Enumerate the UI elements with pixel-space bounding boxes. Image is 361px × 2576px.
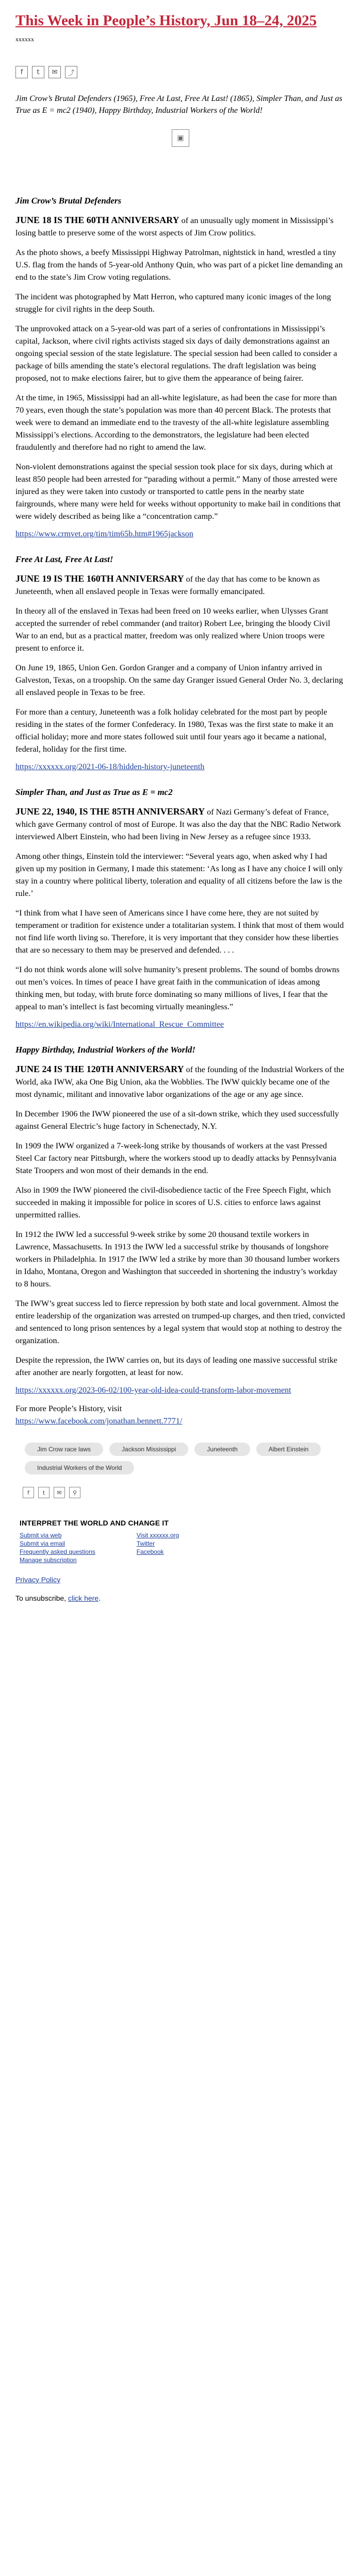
footer-links <box>20 1531 346 1564</box>
unsubscribe-line <box>15 1593 346 1603</box>
facebook-link[interactable]: https://www.facebook.com/jonathan.bennett.7771/ <box>15 1417 183 1426</box>
newsletter <box>15 0 346 1603</box>
unsubscribe-end: . <box>99 1594 101 1602</box>
unsubscribe-link[interactable]: click here <box>68 1594 99 1602</box>
article-heading: Happy Birthday, Industrial Workers of the World! <box>15 1045 196 1055</box>
article-paragraph: The IWW’s great success led to fierce repression by both state and local government. Almost the entire leadership of the organization was arrested on trumped-up charges, and then tried, convicted and sentenced to long prison sentences by a legal system that would stop at nothing to destroy the organization. <box>15 1299 346 1345</box>
legal-footer <box>15 1574 346 1603</box>
tag-juneteenth[interactable]: Juneteenth <box>194 1443 250 1456</box>
facebook-icon[interactable]: f <box>15 66 28 78</box>
faq-link[interactable]: Frequently asked questions <box>20 1548 95 1555</box>
tag-albert-einstein[interactable]: Albert Einstein <box>256 1443 321 1456</box>
article-paragraph: For more than a century, Juneteenth was a folk holiday celebrated for the most part by people residing in the states of the former Confederacy. In 1980, Texas was the first state to make it an official holiday; more and more states followed suit until four years ago it became a national, federal, holiday for the first time. <box>15 707 334 754</box>
unsubscribe-text: To unsubscribe, <box>15 1594 68 1602</box>
article-paragraph: The unprovoked attack on a 5-year-old was part of a series of confrontations in Mississippi’s capital, Jackson, where civil rights activists staged six days of daily demonstrations against an ongoing special session of the state legislature. The special session had been called to consider a package of bills amending the state’s electoral regulations. The draft legislation was being proposed, not to make elections fairer, but to give them the appearance of being fairer. <box>15 324 337 383</box>
article-juneteenth <box>15 553 346 772</box>
article-paragraph: Also in 1909 the IWW pioneered the civil-disobedience tactic of the Free Speech Fight, which succeeded in making it impossible for police in scores of U.S. cities to enforce laws against unpermitted rallies. <box>15 1185 331 1219</box>
more-history-text: For more People’s History, visit <box>15 1404 122 1413</box>
tag-jim-crow[interactable]: Jim Crow race laws <box>25 1443 103 1456</box>
lead-date: JUNE 24 IS THE 120TH ANNIVERSARY <box>15 1064 184 1074</box>
footer-column-submit <box>20 1531 95 1564</box>
article-einstein <box>15 786 346 1029</box>
article-paragraph: In 1912 the IWW led a successful 9-week strike by some 20 thousand textile workers in Lawrence, Massachusetts. In 1913 the IWW led a successful strike by thousands of longshore workers in Philadelphia. In 1917 the IWW led a strike by more than 30 thousand lumber workers in Idaho, Montana, Oregon and Washington that succeeded in shortening the industry’s workday to 8 hours. <box>15 1230 340 1289</box>
article-lead <box>15 1063 346 1100</box>
manage-subscription-link[interactable]: Manage subscription <box>20 1556 77 1564</box>
article-paragraph: As the photo shows, a beefy Mississippi Highway Patrolman, nightstick in hand, wrestled a tiny U.S. flag from the hands of 5-year-old Anthony Quin, who was part of a picket line demanding an end to the state’s Jim Crow voting regulations. <box>15 248 343 282</box>
twitter-icon[interactable]: t <box>38 1487 50 1498</box>
article-heading: Free At Last, Free At Last! <box>15 554 113 564</box>
article-paragraph: “I do not think words alone will solve humanity’s present problems. The sound of bombs drowns out men’s voices. In times of peace I have great faith in the communication of ideas among thinking men, but today, with brute force dominating so many millions of lives, I fear that the appeal to man’s intellect is fast becoming virtually meaningless.” <box>15 965 340 1011</box>
lead-text: of an unusually ugly moment in Mississippi’s losing battle to preserve some of the worst aspects of Jim Crow politics. <box>15 216 334 238</box>
article-heading: Simpler Than, and Just as True as E = mc2 <box>15 787 173 797</box>
visit-site-link[interactable]: Visit xxxxxx.org <box>136 1532 179 1539</box>
twitter-icon[interactable]: t <box>32 66 44 78</box>
page-title[interactable]: This Week in People’s History, Jun 18–24, 2025 <box>15 12 317 29</box>
article-paragraph: Despite the repression, the IWW carries on, but its days of leading one massive successful strike after another are nearly forgotten, at least for now. <box>15 1355 338 1377</box>
footer-column-visit <box>137 1531 179 1564</box>
tag-iww[interactable]: Industrial Workers of the World <box>25 1461 134 1475</box>
social-bar <box>23 1487 346 1498</box>
article-lead <box>15 214 346 239</box>
image-placeholder-icon: ▣ <box>172 129 189 147</box>
twitter-link[interactable]: Twitter <box>136 1540 155 1547</box>
article-paragraph: The incident was photographed by Matt Herron, who captured many iconic images of the long struggle for civil rights in the deep South. <box>15 292 331 314</box>
email-icon[interactable]: ✉ <box>48 66 61 78</box>
hero-image <box>170 128 191 148</box>
article-paragraph: In December 1906 the IWW pioneered the use of a sit-down strike, which they used successfully against General Electric’s huge factory in Schenectady, N.Y. <box>15 1109 339 1131</box>
lead-text: of the founding of the Industrial Workers of the World, aka IWW, aka One Big Union, aka the Wobblies. The IWW quickly became one of the most dynamic, militant and innovative labor organizations of the age or any age since. <box>15 1065 344 1099</box>
article-paragraph: In 1909 the IWW organized a 7-week-long strike by thousands of workers at the vast Pressed Steel Car factory near Pittsburgh, where the workers stood up to deadly attacks by Pennsylvania State Troopers and won most of their demands in the end. <box>15 1141 337 1175</box>
article-jim-crow <box>15 195 346 539</box>
source-link[interactable]: https://en.wikipedia.org/wiki/International_Rescue_Committee <box>15 1020 224 1029</box>
facebook-icon[interactable]: f <box>23 1487 34 1498</box>
link-icon[interactable]: ⚲ <box>69 1487 80 1498</box>
lead-date: JUNE 22, 1940, IS THE 85TH ANNIVERSARY <box>15 806 205 817</box>
footer-title: INTERPRET THE WORLD AND CHANGE IT <box>20 1519 169 1527</box>
article-lead <box>15 572 346 598</box>
article-iww <box>15 1044 346 1395</box>
source-link[interactable]: https://xxxxxx.org/2021-06-18/hidden-history-juneteenth <box>15 762 205 771</box>
source-link[interactable]: https://www.crmvet.org/tim/tim65b.htm#1965jackson <box>15 530 193 538</box>
article-paragraph: Non-violent demonstrations against the special session took place for six days, during which at least 850 people had been arrested for “parading without a permit.” Many of those arrested were injured as they were taken into custody or transported to cattle pens in the nearby state fairgrounds, where many were held for weeks without opportunity to make bail in conditions that were widely described as being like a “concentration camp.” <box>15 462 341 521</box>
share-icon[interactable]: ⤴ <box>65 66 77 78</box>
article-paragraph: At the time, in 1965, Mississippi had an all-white legislature, as had been the case for more than 70 years, even though the state’s population was more than 40 percent Black. The protests that week were to demand an immediate end to the travesty of the all-white legislature assembling Mississippi’s elections. According to the demonstrators, the legislature had been elected fraudulently and therefore had no right to amend the law. <box>15 393 337 452</box>
source-link[interactable]: https://xxxxxx.org/2023-06-02/100-year-old-idea-could-transform-labor-movement <box>15 1386 291 1395</box>
article-paragraph: In theory all of the enslaved in Texas had been freed on 10 weeks earlier, when Ulysses Grant accepted the surrender of rebel commander (and traitor) Robert Lee, bringing the bloody Civil War to an end, but as a practical matter, freedom was only realized where Union troops were present to enforce it. <box>15 606 331 653</box>
lead-text: of Nazi Germany’s defeat of France, which gave Germany control of most of Europe. It was also the day that the NBC Radio Network interviewed Albert Einstein, who had been living in New Jersey as a refugee since 1933. <box>15 807 341 841</box>
facebook-footer-link[interactable]: Facebook <box>136 1548 164 1555</box>
email-icon[interactable]: ✉ <box>54 1487 65 1498</box>
share-bar <box>15 66 346 78</box>
tag-list <box>25 1443 346 1475</box>
article-paragraph: “I think from what I have seen of Americans since I have come here, they are not suited by temperament or tradition for existence under a totalitarian system. I think that most of them would not find life worth living so. Therefore, it is very important that they consider how these liberties that are so necessary to them may be preserved and defended. . . . <box>15 908 344 955</box>
lead-date: JUNE 19 IS THE 160TH ANNIVERSARY <box>15 573 184 584</box>
article-lead <box>15 805 346 843</box>
submit-web-link[interactable]: Submit via web <box>20 1532 62 1539</box>
tag-jackson-mississippi[interactable]: Jackson Mississippi <box>109 1443 188 1456</box>
article-heading: Jim Crow’s Brutal Defenders <box>15 196 122 206</box>
byline: xxxxxx <box>15 36 34 43</box>
submit-email-link[interactable]: Submit via email <box>20 1540 65 1547</box>
privacy-policy-link[interactable]: Privacy Policy <box>15 1575 61 1584</box>
lead-text: of the day that has come to be known as Juneteenth, when all enslaved people in Texas were formally emancipated. <box>15 574 320 596</box>
lead-date: JUNE 18 IS THE 60TH ANNIVERSARY <box>15 215 179 225</box>
issue-summary: Jim Crow’s Brutal Defenders (1965), Free At Last, Free At Last! (1865), Simpler Than, and Just as True as E = mc2 (1940), Happy Birthday, Industrial Workers of the World! <box>15 94 342 115</box>
article-paragraph: On June 19, 1865, Union Gen. Gordon Granger and a company of Union infantry arrived in Galveston, Texas, on a troopship. On the same day Granger issued General Order No. 3, declaring all enslaved people in Texas to be free. <box>15 663 343 697</box>
article-paragraph: Among other things, Einstein told the interviewer: “Several years ago, when asked why I had given up my position in Germany, I made this statement: ‘As long as I have any choice I will only stay in a country where political liberty, toleration and equality of all citizens before the law is the rule.’ <box>15 852 343 898</box>
